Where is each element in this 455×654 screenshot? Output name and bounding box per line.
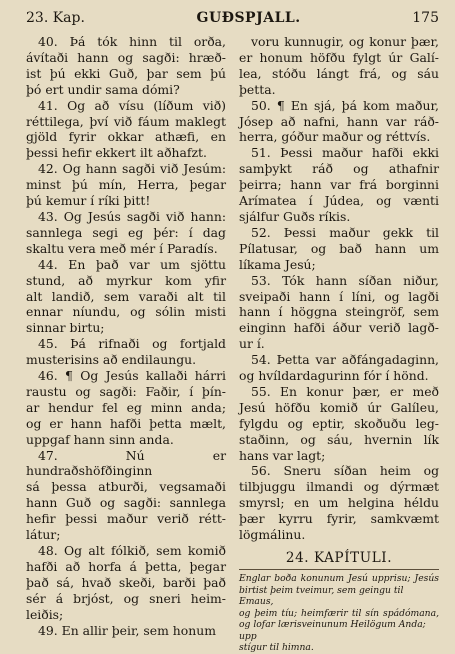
left-column-verse [26,623,226,639]
right-column-verse [239,384,439,464]
verse-line: tilbjuggu ilmandi og dýrmæt [239,479,439,495]
verse-line: það sá, hvað skeði, barði það [26,574,226,590]
chapter-heading: 24. KAPÍTULI. [285,550,393,566]
verse-line: og hvíldardagurinn fór í hönd. [239,368,429,384]
verse-line: 55. En konur þær, er með [251,383,439,399]
page-number: 175 [412,10,439,26]
verse-line: hefir þessi maður verið rétt- [26,511,226,527]
verse-line: þær kyrru fyrir, samkvæmt [239,511,439,527]
verse-line: 48. Og alt fólkið, sem komið [38,543,226,558]
verse-line: samþykt ráð og athafnir [239,161,439,177]
verse-line: ist þú ekki Guð, þar sem þú [26,65,226,81]
left-column-verse [26,34,226,98]
right-column-verse [239,225,439,273]
verse-line: raustu og sagði: Faðir, í þín- [26,383,226,399]
chapter-reference: 23. Kap. [26,10,85,26]
verse-line: ávítaði hann og sagði: hræð- [26,49,226,65]
right-column-verse [239,145,439,225]
verse-line: sannlega segi eg þér: í dag [26,224,226,240]
left-column-verse [26,161,226,209]
verse-line: gjöld fyrir okkar athæfi, en [26,129,226,145]
verse-line: Jesú höfðu komið úr Galíleu, [239,399,439,415]
verse-line: Jósep að nafni, hann var ráð- [239,113,439,129]
left-column-verse [26,98,226,162]
verse-line: fylgdu og eptir, skoðuðu leg- [239,415,439,431]
verse-line: 43. Og Jesús sagði við hann: [38,208,226,224]
verse-line: smyrsl; en um helgina héldu [239,495,439,511]
verse-line: réttilega, því við fáum maklegt [26,113,226,129]
right-column-wrapper [239,34,439,654]
verse-line: 47. Nú er hundraðshöfðinginn [26,447,226,479]
verse-line: sér á brjóst, og sneri heim- [26,590,226,606]
verse-line: uppgaf hann sinn anda. [26,431,174,447]
verse-line: hann Guð og sagði: sannlega [26,495,226,511]
verse-line: hafði að horfa á þetta, þegar [26,558,226,574]
verse-line: ur í. [239,336,265,352]
right-column [239,34,439,543]
left-column-verse [26,448,226,543]
summary-line: stígur til himna. [239,642,314,654]
left-column [26,34,226,654]
verse-line: 40. Þá tók hinn til orða, [38,34,226,49]
verse-line: 54. Þetta var aðfángadaginn, [251,352,439,368]
verse-line: þó ert undir sama dómi? [26,81,180,97]
text-columns [26,34,439,654]
summary-line: Englar boða konunum Jesú upprisu; Jesús [239,572,439,584]
verse-line: 56. Sneru síðan heim og [251,463,439,479]
verse-line: sá þessa atburði, vegsamaði [26,479,226,495]
verse-line: einginn hafði áður verið lagð- [239,320,439,336]
verse-line: ar hendur fel eg minn anda; [26,399,226,415]
verse-line: Pílatusar, og bað hann um [239,240,439,256]
verse-line: herra, góður maður og réttvís. [239,129,431,145]
verse-line: 50. ¶ En sjá, þá kom maður, [251,97,439,113]
verse-line: þessi hefir ekkert ilt aðhafzt. [26,145,207,161]
verse-line: voru kunnugir, og konur þær, [251,34,439,49]
verse-line: lea, stóðu lángt frá, og sáu [239,65,439,81]
verse-line: 44. En það var um sjöttu [38,256,226,272]
verse-line: 46. ¶ Og Jesús kallaði hárri [38,368,226,384]
verse-line: Arímatea í Júdea, og vænti [239,193,439,209]
verse-line: látur; [26,527,61,543]
verse-line: og er hann hafði þetta mælt, [26,415,226,431]
verse-line: 53. Tók hann síðan niður, [251,272,439,288]
verse-line: er honum höfðu fylgt úr Galí- [239,49,439,65]
verse-line: þeirra; hann var frá borginni [239,177,439,193]
verse-line: lögmálinu. [239,527,306,543]
verse-line: skaltu vera með mér í Paradís. [26,240,218,256]
left-column-verse [26,209,226,257]
verse-line: stund, að myrkur kom yfir [26,272,226,288]
verse-line: sjálfur Guðs ríkis. [239,208,351,224]
right-column-verse [239,273,439,353]
book-title: GUÐSPJALL. [196,10,301,26]
verse-line: ennar níundu, og sólin misti [26,304,226,320]
right-column-verse [239,463,439,543]
verse-line: 49. En allir þeir, sem honum [38,622,216,638]
summary-line: birtist þeim tveimur, sem geingu til Emaus, [239,584,404,608]
left-column-verse [26,368,226,448]
verse-line: musterisins að endilaungu. [26,352,197,368]
verse-line: þetta. [239,81,276,97]
verse-line: líkama Jesú; [239,256,316,272]
verse-line: leiðis; [26,606,64,622]
right-column-verse [239,34,439,98]
verse-line: hann í höggna steingröf, sem [239,304,439,320]
verse-line: sveipaði hann í líni, og lagði [239,288,439,304]
verse-line: minst þú mín, Herra, þegar [26,177,226,193]
summary-line: og lofar lærisveinunum Heilögum Anda; upp [239,619,426,642]
verse-line: 51. Þessi maður hafði ekki [251,145,439,161]
verse-line: 52. Þessi maður gekk til [251,224,439,240]
right-column-verse [239,98,439,146]
verse-line: 45. Þá rifnaði og fortjald [38,336,226,352]
summary-line: og þeim tíu; heimfærir til sín spádómana, [239,607,439,619]
verse-line: 41. Og að vísu (líðum við) [38,97,226,113]
left-column-verse [26,257,226,337]
verse-line: 42. Og hann sagði við Jesúm: [38,161,226,177]
verse-line: staðinn, og sáu, hvernin lík [239,431,439,447]
left-column-verse [26,336,226,368]
verse-line: alt landið, sem varaði alt til [26,288,226,304]
chapter-summary [239,569,439,654]
verse-line: hans var lagt; [239,447,326,463]
running-header [26,10,439,28]
verse-line: sinnar birtu; [26,320,105,336]
verse-line: þú kemur í ríki þitt! [26,193,151,209]
right-column-verse [239,352,439,384]
left-column-verse [26,543,226,623]
